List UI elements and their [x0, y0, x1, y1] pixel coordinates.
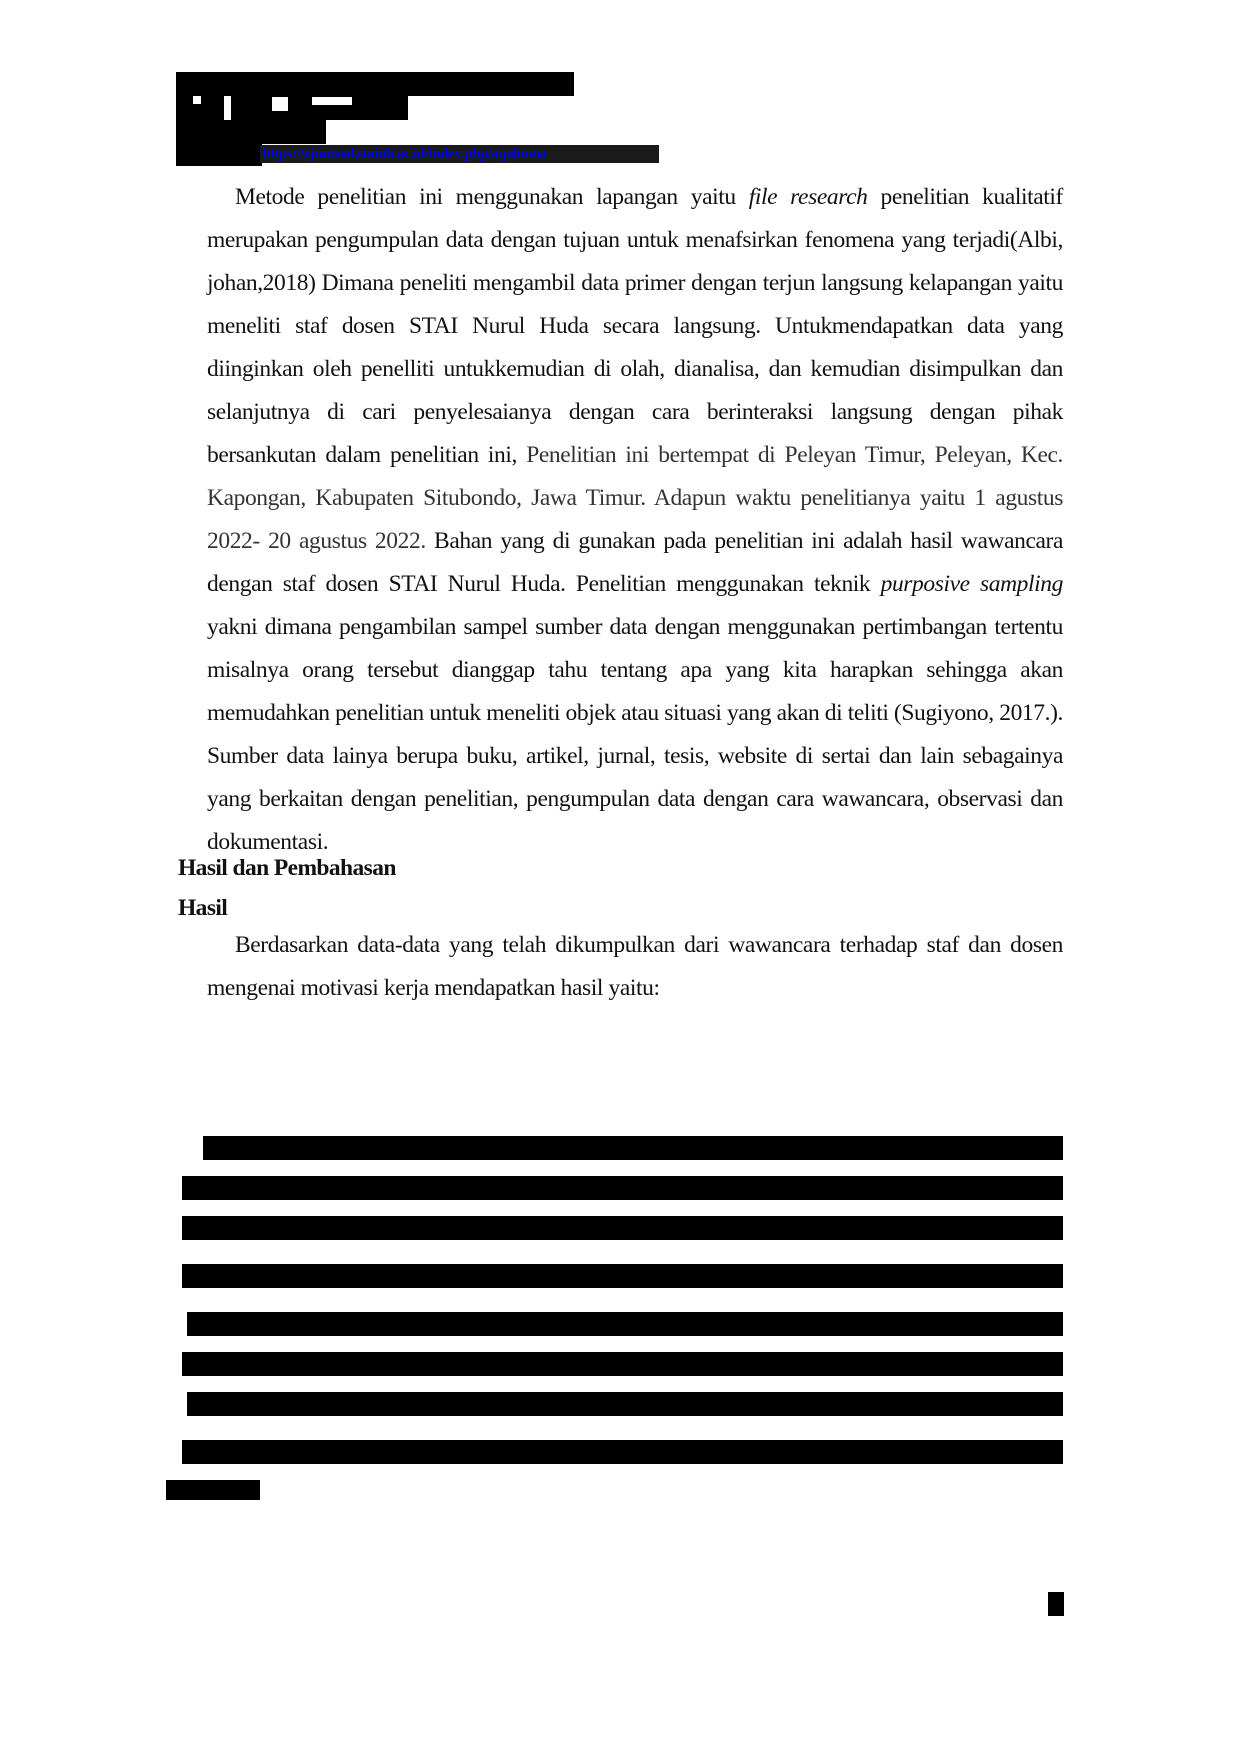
redaction-gap [312, 97, 352, 105]
italic-term-file-research: file research [748, 184, 868, 210]
section-heading-hasil-dan-pembahasan: Hasil dan Pembahasan [178, 855, 396, 881]
text-run: Bahan yang di gunakan pada penelitian ini adalah hasil wawancara dengan staf dosen STAI Nurul Huda. Penelitian menggunakan teknik [207, 528, 1063, 597]
redaction-gap [224, 96, 231, 120]
journal-url-link[interactable]: https://ejournal.staiuh.ac.id/index.php/aqalnona [260, 145, 659, 163]
redacted-line [182, 1176, 1063, 1200]
method-section [207, 176, 1063, 864]
redaction-gap [272, 97, 288, 111]
redaction-bar [176, 96, 408, 120]
text-run: Metode penelitian ini menggunakan lapangan yaitu [235, 184, 749, 210]
redacted-line [182, 1440, 1063, 1464]
redaction-bar [176, 72, 574, 96]
method-paragraph [207, 176, 1063, 864]
text-run-location: Penelitian ini bertempat di Peleyan Timur, Peleyan, Kec. Kapongan, Kabupaten Situbondo, Jawa Timur. Adapun waktu penelitianya yaitu 1 agustus 2022- 20 agustus 2022. [207, 442, 1064, 554]
redaction-gap [193, 96, 201, 104]
redaction-bar [176, 120, 326, 144]
redaction-bar [176, 144, 262, 166]
redacted-line [203, 1136, 1063, 1160]
redacted-line [182, 1264, 1063, 1288]
redacted-line [182, 1216, 1063, 1240]
text-run: yakni dimana pengambilan sampel sumber data dengan menggunakan pertimbangan tertentu misalnya orang tersebut dianggap tahu tentang apa yang kita harapkan sehingga akan memudahkan penelitian untuk meneliti objek atau situasi yang akan di teliti (Sugiyono, 2017.). Sumber data lainya berupa buku, artikel, jurnal, tesis, website di sertai dan lain sebagainya yang berkaitan dengan penelitian, pengumpulan data dengan cara wawancara, observasi dan dokumentasi. [207, 614, 1063, 855]
redacted-line [187, 1392, 1063, 1416]
redacted-line [187, 1312, 1063, 1336]
subsection-heading-hasil: Hasil [178, 895, 228, 921]
italic-term-purposive-sampling: purposive sampling [880, 571, 1063, 597]
page-number-redacted [1048, 1592, 1064, 1616]
redacted-line-fragment [166, 1480, 260, 1500]
results-intro-paragraph: Berdasarkan data-data yang telah dikumpulkan dari wawancara terhadap staf dan dosen mengenai motivasi kerja mendapatkan hasil yaitu: [207, 932, 1063, 1001]
redacted-line [182, 1352, 1063, 1376]
text-run: penelitian kualitatif merupakan pengumpulan data dengan tujuan untuk menafsirkan fenomena yang terjadi(Albi, johan,2018) Dimana peneliti mengambil data primer dengan terjun langsung kelapangan yaitu meneliti staf dosen STAI Nurul Huda secara langsung. Untukmendapatkan data yang diinginkan oleh penelliti untukkemudian di olah, dianalisa, dan kemudian disimpulkan dan selanjutnya di cari penyelesaianya dengan cara berinteraksi langsung dengan pihak bersankutan dalam penelitian ini, [207, 184, 1063, 468]
